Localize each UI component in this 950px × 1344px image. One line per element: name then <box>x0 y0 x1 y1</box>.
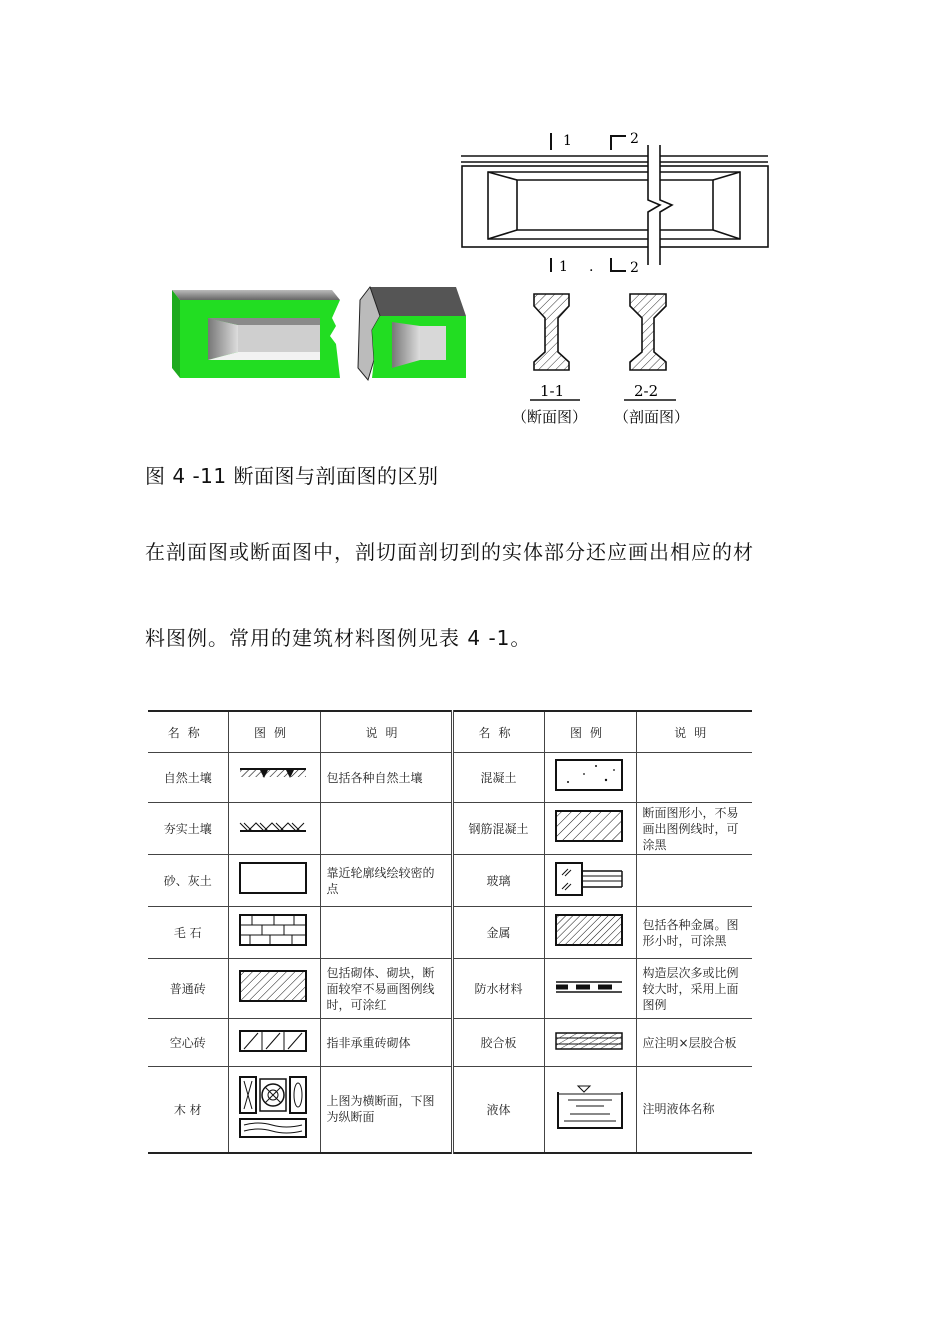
material-name: 钢筋混凝土 <box>452 803 544 855</box>
table-row <box>148 959 752 1019</box>
material-name: 玻璃 <box>452 855 544 907</box>
material-desc: 靠近轮廓线绘较密的点 <box>320 855 452 907</box>
header-name-right: 名称 <box>452 711 544 753</box>
material-name: 金属 <box>452 907 544 959</box>
material-desc: 包括砌体、砌块，断面较窄不易画图例线时，可涂红 <box>320 959 452 1019</box>
beam-3d-left <box>172 290 340 378</box>
table-row <box>148 1019 752 1067</box>
concrete-symbol <box>544 753 636 803</box>
sand-lime-symbol <box>228 855 320 907</box>
material-name: 砂、灰土 <box>148 855 228 907</box>
metal-symbol <box>544 907 636 959</box>
material-desc <box>636 855 752 907</box>
figure-caption: 图 4 -11 断面图与剖面图的区别 <box>145 464 439 488</box>
liquid-symbol <box>544 1067 636 1153</box>
beam-3d-right <box>358 287 466 380</box>
material-desc <box>636 753 752 803</box>
header-symbol-right: 图例 <box>544 711 636 753</box>
material-desc <box>320 803 452 855</box>
natural-soil-symbol <box>228 753 320 803</box>
table-header-row <box>148 711 752 753</box>
table-row <box>148 855 752 907</box>
section-1-1-shape <box>534 294 569 370</box>
table-row <box>148 907 752 959</box>
material-desc: 上图为横断面，下图为纵断面 <box>320 1067 452 1153</box>
table-row <box>148 1067 752 1153</box>
common-brick-symbol <box>228 959 320 1019</box>
hollow-brick-symbol <box>228 1019 320 1067</box>
paragraph-line-1: 在剖面图或断面图中，剖切面剖切到的实体部分还应画出相应的材 <box>145 540 754 564</box>
material-legend-table <box>148 710 752 1154</box>
section-marks <box>551 133 626 272</box>
dot-mark: . <box>589 259 594 275</box>
material-name: 自然土壤 <box>148 753 228 803</box>
header-symbol-left: 图例 <box>228 711 320 753</box>
section-label-1-bottom: 1 <box>559 259 568 275</box>
wood-symbol <box>228 1067 320 1153</box>
material-desc: 包括各种自然土壤 <box>320 753 452 803</box>
material-desc: 包括各种金属。图形小时，可涂黑 <box>636 907 752 959</box>
material-name: 毛 石 <box>148 907 228 959</box>
material-desc: 注明液体名称 <box>636 1067 752 1153</box>
beam-elevation <box>461 145 768 265</box>
waterproof-symbol <box>544 959 636 1019</box>
paragraph-line-2: 料图例。常用的建筑材料图例见表 4 -1。 <box>145 626 532 650</box>
material-name: 木 材 <box>148 1067 228 1153</box>
section-label-2-top: 2 <box>630 131 639 147</box>
material-name: 空心砖 <box>148 1019 228 1067</box>
header-name-left: 名称 <box>148 711 228 753</box>
material-desc: 指非承重砖砌体 <box>320 1019 452 1067</box>
figure-4-11 <box>0 0 950 440</box>
material-desc: 构造层次多或比例较大时，采用上面图例 <box>636 959 752 1019</box>
table-row <box>148 803 752 855</box>
section-2-2-code: 2-2 <box>634 382 659 400</box>
header-desc-right: 说明 <box>636 711 752 753</box>
material-name: 普通砖 <box>148 959 228 1019</box>
section-1-1-name: （断面图） <box>512 408 588 426</box>
material-desc: 断面图形小，不易画出图例线时，可涂黑 <box>636 803 752 855</box>
plywood-symbol <box>544 1019 636 1067</box>
section-2-2-shape <box>630 294 666 370</box>
glass-symbol <box>544 855 636 907</box>
section-label-1-top: 1 <box>563 133 572 149</box>
material-name: 液体 <box>452 1067 544 1153</box>
material-name: 夯实土壤 <box>148 803 228 855</box>
material-name: 防水材料 <box>452 959 544 1019</box>
compacted-soil-symbol <box>228 803 320 855</box>
reinforced-concrete-symbol <box>544 803 636 855</box>
material-name: 混凝土 <box>452 753 544 803</box>
section-1-1-code: 1-1 <box>540 382 565 400</box>
material-desc: 应注明×层胶合板 <box>636 1019 752 1067</box>
rubble-stone-symbol <box>228 907 320 959</box>
section-label-2-bottom: 2 <box>630 260 639 276</box>
table-row <box>148 753 752 803</box>
header-desc-left: 说明 <box>320 711 452 753</box>
material-name: 胶合板 <box>452 1019 544 1067</box>
section-2-2-name: （剖面图） <box>614 408 690 426</box>
material-desc <box>320 907 452 959</box>
